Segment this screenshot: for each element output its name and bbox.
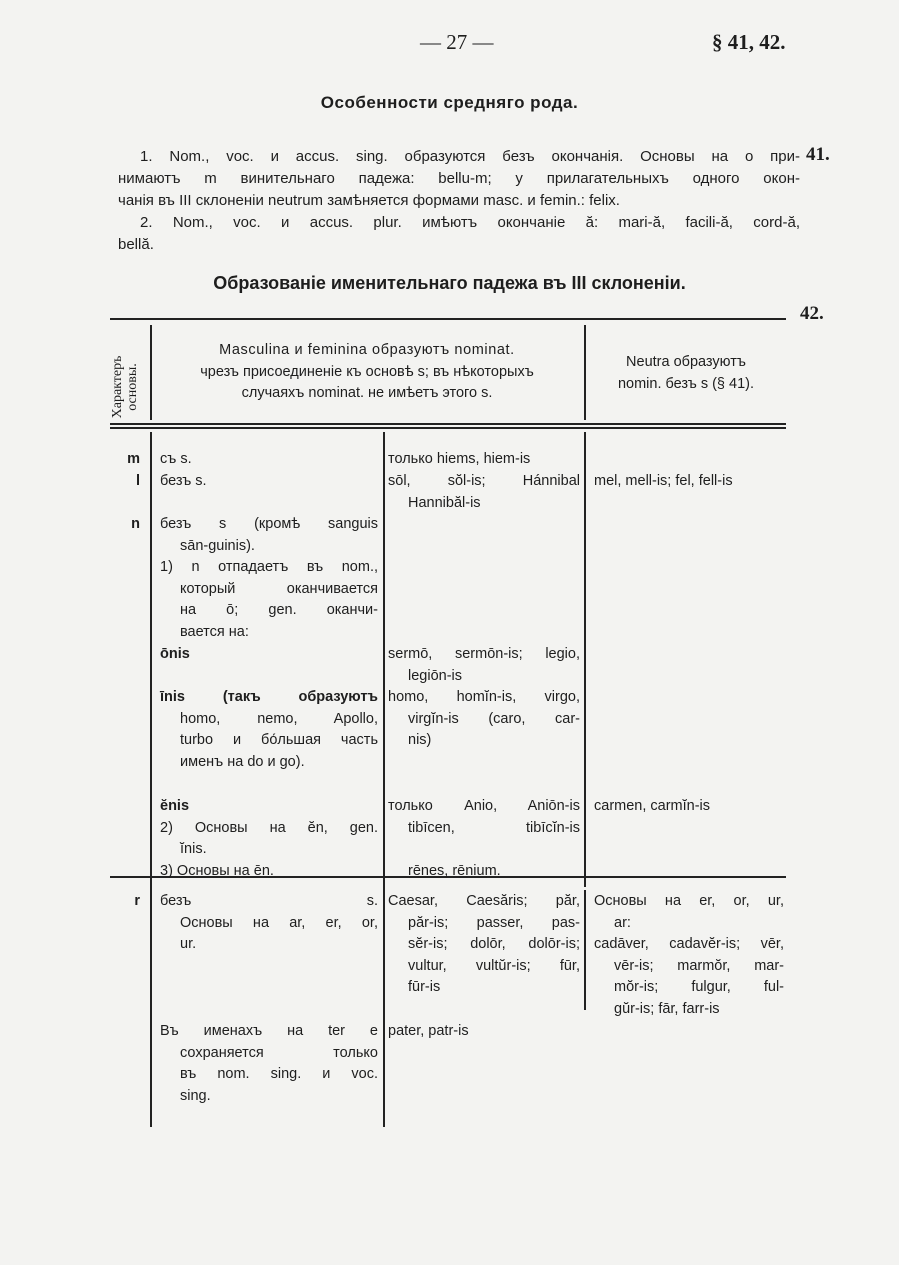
cell-line: īnis (такъ образуютъ — [160, 689, 378, 705]
cell-line: безъ s. — [160, 473, 207, 489]
table-cell — [388, 471, 580, 514]
cell-line: ĭnis. — [180, 841, 207, 858]
table-cell — [110, 471, 140, 493]
paragraph-line: 1. Nom., voc. и accus. sing. образуются безъ окончанія. Основы на о при- — [140, 148, 800, 165]
cell-line: cadāver, cadavĕr-is; vēr, — [594, 936, 784, 953]
header-line: Характеръ — [110, 355, 125, 419]
cell-line: sermō, sermōn-is; legio, — [388, 646, 580, 662]
cell-line: Caesar, Caesăris; păr, — [388, 893, 580, 909]
cell-line: n — [131, 516, 140, 532]
cell-line: только hiems, hiem-is — [388, 451, 531, 467]
cell-line: turbo и бо́льшая часть — [180, 732, 378, 749]
cell-line: sing. — [180, 1087, 211, 1104]
table-cell — [594, 796, 784, 818]
margin-section-marker: 42. — [800, 303, 824, 324]
cell-line: Hannibăl-is — [408, 494, 481, 511]
table-cell — [160, 796, 378, 882]
cell-line: sōl, sŏl-is; Hánnibal — [388, 473, 580, 489]
column-rule — [383, 432, 385, 1127]
cell-line: nis) — [408, 732, 432, 749]
cell-line: который оканчивается — [180, 580, 378, 597]
cell-line: fūr-is — [408, 979, 441, 996]
table-cell — [160, 891, 378, 956]
cell-line: vēr-is; marmŏr, mar- — [614, 957, 784, 974]
table-cell — [160, 1021, 378, 1107]
paragraph-line: чанія въ III склоненіи neutrum замѣняется формами masc. и femin.: felix. — [118, 192, 620, 209]
header-rule — [110, 423, 786, 425]
table-cell — [160, 471, 378, 493]
table-cell — [160, 644, 378, 666]
table-cell — [388, 644, 580, 687]
table-cell — [388, 796, 580, 882]
cell-line: ar: — [614, 914, 631, 931]
cell-line: 3) Основы на ēn. — [160, 862, 274, 879]
table-cell — [388, 1021, 580, 1043]
paragraph-line: bellă. — [118, 236, 154, 253]
table-cell — [388, 891, 580, 999]
table-cell — [160, 514, 378, 644]
header-stem-character — [110, 337, 140, 437]
cell-line: ur. — [180, 936, 197, 953]
table-top-rule — [110, 318, 786, 320]
table-cell — [110, 891, 140, 913]
cell-line: pater, patr-is — [388, 1023, 469, 1039]
cell-line: păr-is; passer, pas- — [408, 914, 580, 931]
paragraph-line: 2. Nom., voc. и accus. plur. имѣютъ окончаніе ă: mari-ă, facili-ă, cord-ă, — [140, 214, 800, 231]
cell-line: virgĭn-is (caro, car- — [408, 710, 580, 727]
column-rule — [150, 432, 152, 1127]
cell-line: homo, nemo, Apollo, — [180, 710, 378, 727]
header-masc-fem — [152, 340, 582, 405]
margin-section-marker: 41. — [806, 144, 830, 165]
cell-line: на ō; gen. оканчи- — [180, 602, 378, 619]
cell-line: rēnes, rēnium. — [408, 862, 501, 879]
header-line: nomin. безъ s (§ 41). — [617, 375, 755, 392]
header-line: Neutra образуютъ — [626, 354, 746, 370]
cell-line — [388, 839, 580, 861]
table-cell — [160, 449, 378, 471]
cell-line: безъ s. — [160, 893, 378, 909]
cell-line: сохраняется только — [180, 1044, 378, 1061]
cell-line: r — [134, 893, 140, 909]
cell-line: Основы на er, or, ur, — [594, 893, 784, 909]
cell-line: съ s. — [160, 451, 192, 467]
cell-line: Основы на ar, er, or, — [180, 914, 378, 931]
table-cell — [110, 514, 140, 536]
header-line: чрезъ присоединеніе къ основѣ s; въ нѣкоторыхъ — [200, 363, 534, 380]
cell-line: gŭr-is; fār, farr-is — [614, 1000, 720, 1017]
table-cell — [160, 687, 378, 773]
cell-line: l — [135, 473, 140, 489]
cell-line: 1) n отпадаетъ въ nom., — [160, 559, 378, 576]
header-line: основы. — [125, 363, 140, 411]
cell-line: tibīcen, tibīcĭn-is — [408, 819, 580, 836]
section-title: Особенности средняго рода. — [320, 93, 579, 112]
header-rule — [110, 427, 786, 429]
cell-line: homo, homĭn-is, virgo, — [388, 689, 580, 705]
table-heading: Образованіе именительнаго падежа въ III склоненіи. — [213, 273, 686, 293]
header-line: Masculina и feminina образуютъ nominat. — [219, 342, 515, 358]
cell-line: безъ s (кромѣ sanguis — [160, 516, 378, 532]
header-line: случаяхъ nominat. не имѣетъ этого s. — [241, 385, 493, 401]
cell-line: именъ на do и go). — [180, 753, 305, 770]
cell-line: mŏr-is; fulgur, ful- — [614, 979, 784, 996]
cell-line: ōnis — [160, 646, 190, 662]
cell-line: только Anio, Aniōn-is — [388, 798, 580, 814]
paragraph-line: нимаютъ m винительнаго падежа: bellu-m; у прилагательныхъ одного окон- — [118, 170, 800, 187]
table-cell — [388, 687, 580, 752]
cell-line: mel, mell-is; fel, fell-is — [594, 473, 733, 489]
page-number: — 27 — — [420, 30, 494, 54]
header-neutra — [586, 352, 786, 395]
cell-line: въ nom. sing. и voc. — [180, 1066, 378, 1083]
column-rule — [584, 890, 586, 1010]
table-cell — [594, 891, 784, 1021]
cell-line: вается на: — [180, 623, 249, 640]
table-cell — [594, 471, 784, 493]
table-cell — [388, 449, 580, 471]
section-reference: § 41, 42. — [712, 30, 786, 54]
cell-line: vultur, vultŭr-is; fūr, — [408, 957, 580, 974]
cell-line: sĕr-is; dolōr, dolōr-is; — [408, 936, 580, 953]
cell-line: m — [127, 451, 140, 467]
cell-line: carmen, carmĭn-is — [594, 798, 711, 814]
cell-line: Въ именахъ на ter e — [160, 1023, 378, 1039]
table-cell — [110, 449, 140, 471]
cell-line: sān-guinis). — [180, 537, 255, 554]
column-rule — [584, 432, 586, 887]
cell-line: ĕnis — [160, 798, 190, 814]
cell-line: legiōn-is — [408, 667, 462, 684]
cell-line: 2) Основы на ĕn, gen. — [160, 819, 378, 836]
